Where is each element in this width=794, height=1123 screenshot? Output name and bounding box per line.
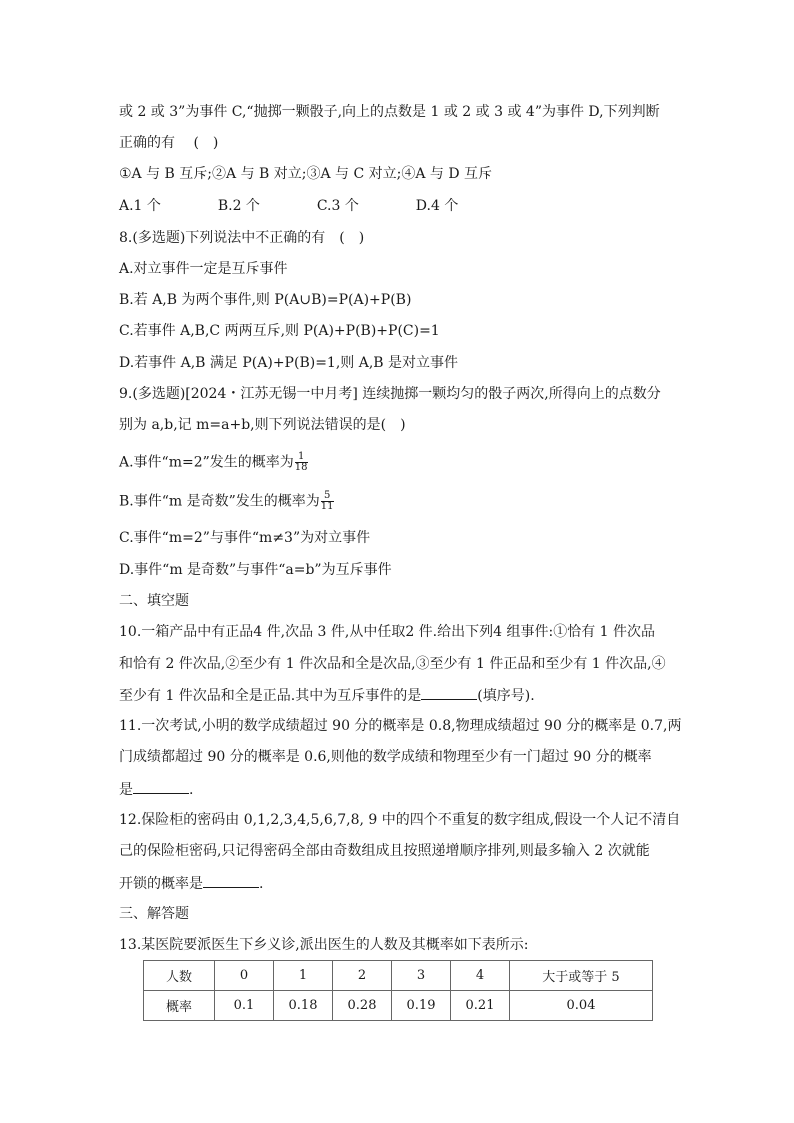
q11-answer-blank[interactable] <box>133 779 189 794</box>
q8-option-c: C.若事件 A,B,C 两两互斥,则 P(A)+P(B)+P(C)=1 <box>119 323 440 339</box>
q13-stem: 13.某医院要派医生下乡义诊,派出医生的人数及其概率如下表所示: <box>119 937 529 953</box>
table-cell: 0.18 <box>274 991 333 1021</box>
q10-answer-blank[interactable] <box>421 685 477 700</box>
q8-option-a: A.对立事件一定是互斥事件 <box>119 261 288 277</box>
q9-option-b-fraction <box>321 491 334 512</box>
table-row <box>144 991 653 1021</box>
q7-line1: 或 2 或 3”为事件 C,“抛掷一颗骰子,向上的点数是 1 或 2 或 3 或 4”为事件 D,下列判断 <box>119 104 660 120</box>
table-cell: 概率 <box>144 991 215 1021</box>
q7-statements: ①A 与 B 互斥;②A 与 B 对立;③A 与 C 对立;④A 与 D 互斥 <box>119 166 493 182</box>
table-cell: 0.19 <box>392 991 451 1021</box>
q9-option-a <box>119 452 308 473</box>
q9-option-c: C.事件“m=2”与事件“m≠3”为对立事件 <box>119 530 371 546</box>
q7-option-a: A.1 个 <box>119 198 161 214</box>
q9-option-a-fraction <box>295 452 308 473</box>
q8-stem: 8.(多选题)下列说法中不正确的有 ( ) <box>119 230 365 246</box>
q8-option-d: D.若事件 A,B 满足 P(A)+P(B)=1,则 A,B 是对立事件 <box>119 355 459 371</box>
q11-line3-text: 是 <box>119 782 133 798</box>
section-fill-in-heading: 二、填空题 <box>119 593 189 609</box>
q9-option-d: D.事件“m 是奇数”与事件“a=b”为互斥事件 <box>119 562 392 578</box>
q9-stem-line2: 别为 a,b,记 m=a+b,则下列说法错误的是( ) <box>119 417 406 433</box>
table-cell: 人数 <box>144 961 215 991</box>
q7-options <box>119 196 458 216</box>
table-cell: 大于或等于 5 <box>510 961 653 991</box>
q7-option-c: C.3 个 <box>316 198 359 214</box>
q7-option-d: D.4 个 <box>415 198 459 214</box>
probability-table <box>143 960 653 1021</box>
table-cell: 0.04 <box>510 991 653 1021</box>
q9-option-b <box>119 491 334 512</box>
q9-stem-line1: 9.(多选题)[2024・江苏无锡一中月考] 连续抛掷一颗均匀的骰子两次,所得向上的点数分 <box>119 386 661 402</box>
q10-line2: 和恰有 2 件次品,②至少有 1 件次品和全是次品,③至少有 1 件正品和至少有 1 件次品,④ <box>119 656 666 672</box>
table-cell: 1 <box>274 961 333 991</box>
table-cell: 3 <box>392 961 451 991</box>
q10-line3-text: 至少有 1 件次品和全是正品.其中为互斥事件的是 <box>119 688 422 704</box>
q10-line1: 10.一箱产品中有正品4 件,次品 3 件,从中任取2 件.给出下列4 组事件:①恰有 1 件次品 <box>119 624 656 640</box>
q12-line3 <box>119 873 263 894</box>
fraction-denominator: 11 <box>320 501 334 512</box>
q12-answer-blank[interactable] <box>203 873 259 888</box>
table-cell: 0.1 <box>215 991 274 1021</box>
q12-line3-tail: . <box>259 876 264 892</box>
section-answer-heading: 三、解答题 <box>119 906 189 922</box>
q10-line3 <box>119 685 535 706</box>
table-cell: 2 <box>333 961 392 991</box>
table-cell: 0 <box>215 961 274 991</box>
q12-line3-text: 开锁的概率是 <box>119 876 203 892</box>
q11-line1: 11.一次考试,小明的数学成绩超过 90 分的概率是 0.8,物理成绩超过 90 分的概率是 0.7,两 <box>119 718 682 734</box>
fraction-numerator: 5 <box>321 491 334 502</box>
q9-option-b-text: B.事件“m 是奇数”发生的概率为 <box>119 493 320 510</box>
q12-line1: 12.保险柜的密码由 0,1,2,3,4,5,6,7,8, 9 中的四个不重复的数字组成,假设一个人记不清自 <box>119 812 681 828</box>
table-cell: 0.28 <box>333 991 392 1021</box>
table-cell: 4 <box>451 961 510 991</box>
q7-option-b: B.2 个 <box>217 198 260 214</box>
q9-option-a-text: A.事件“m=2”发生的概率为 <box>119 454 294 471</box>
table-header-row <box>144 961 653 991</box>
q11-line3-tail: . <box>189 782 194 798</box>
fraction-denominator: 18 <box>294 462 308 473</box>
fraction-numerator: 1 <box>295 452 308 463</box>
q11-line2: 门成绩都超过 90 分的概率是 0.6,则他的数学成绩和物理至少有一门超过 90 分的概率 <box>119 749 652 765</box>
q10-line3-tail: (填序号). <box>477 688 535 704</box>
table-cell: 0.21 <box>451 991 510 1021</box>
q11-line3 <box>119 779 193 800</box>
q7-line2: 正确的有 ( ) <box>119 135 219 151</box>
q12-line2: 己的保险柜密码,只记得密码全部由奇数组成且按照递增顺序排列,则最多输入 2 次就能 <box>119 843 650 859</box>
q8-option-b: B.若 A,B 为两个事件,则 P(A∪B)=P(A)+P(B) <box>119 292 412 308</box>
